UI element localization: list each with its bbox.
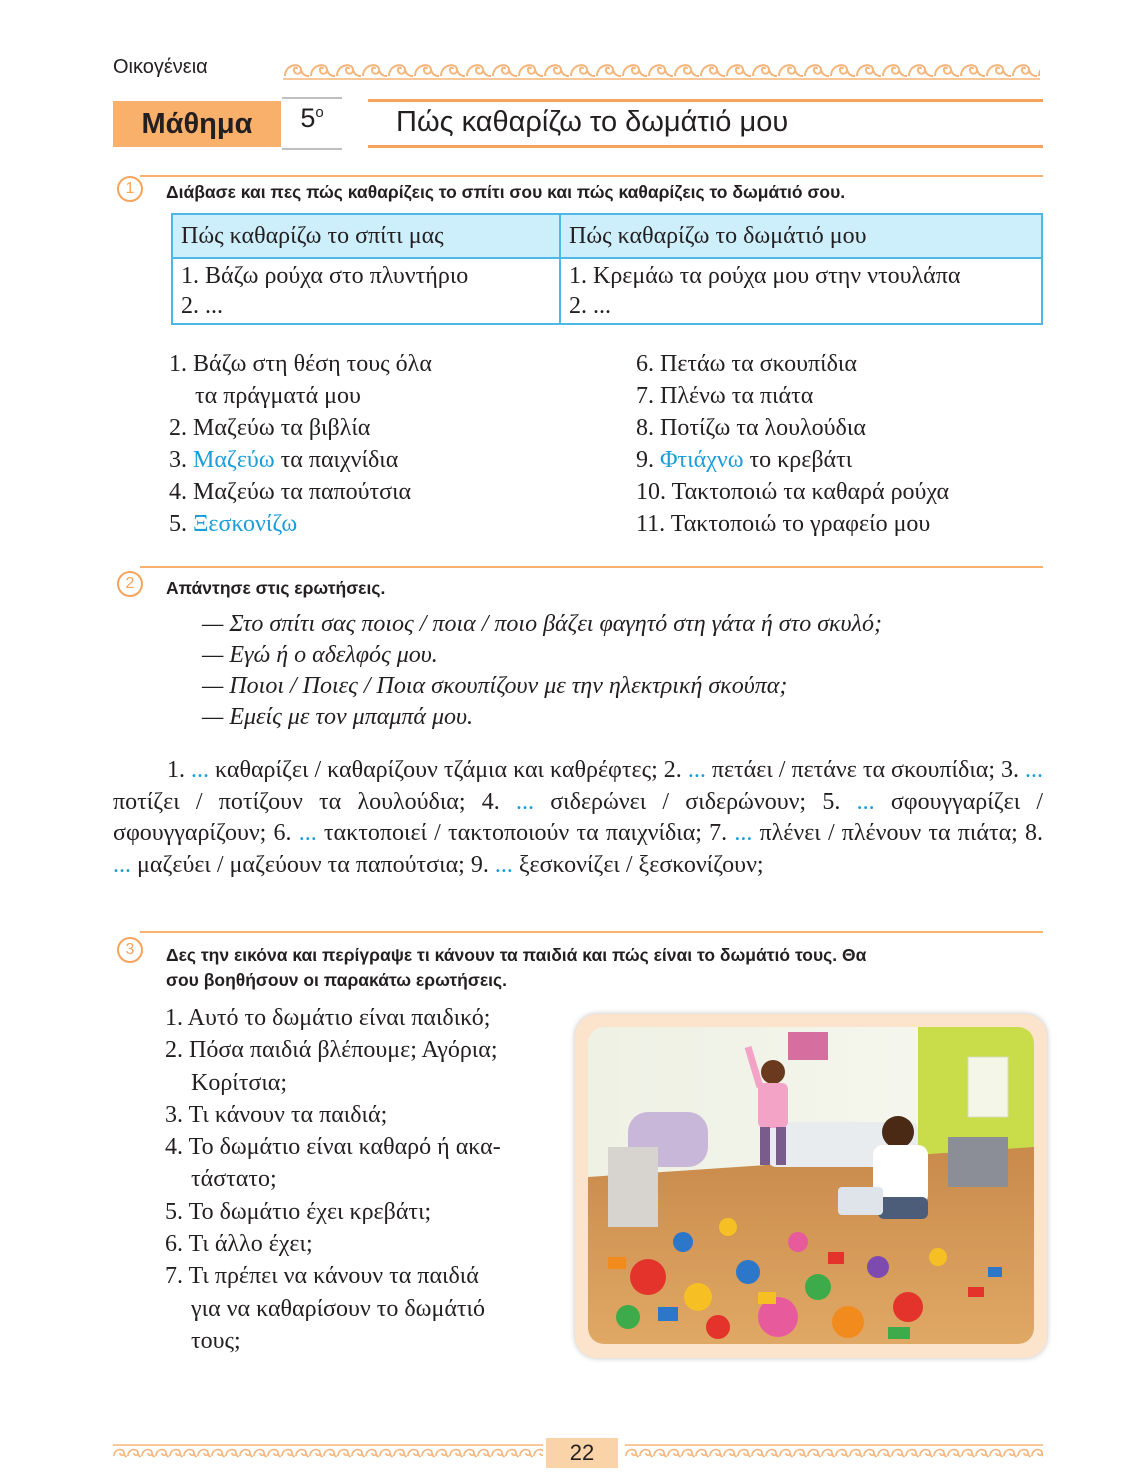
blank: ...: [191, 757, 210, 783]
lesson-title-rule-top: [368, 99, 1043, 102]
item-number: 4.: [169, 479, 187, 505]
footer-wave-border-left: [113, 1443, 543, 1461]
item-number: 8.: [1025, 820, 1044, 846]
item-number: 11.: [636, 511, 666, 537]
item-text: πετάει / πετάνε τα σκουπίδια;: [711, 757, 996, 783]
list-item: [636, 444, 949, 476]
question: 4. Το δωμάτιο είναι καθαρό ή ακα-: [165, 1134, 501, 1161]
item-text: ποτίζει / ποτίζουν τα λουλούδια;: [113, 788, 466, 815]
item-highlight: Φτιάχνω: [660, 447, 744, 473]
item-number: 7.: [636, 383, 654, 409]
instruction-line: Δες την εικόνα και περίγραψε τι κάνουν τα παιδιά και πώς είναι το δωμάτιό τους. Θα: [166, 945, 867, 965]
item-number: 7.: [709, 820, 728, 846]
item-text: Μαζεύω τα παπούτσια: [193, 479, 412, 505]
table-header-house: Πώς καθαρίζω το σπίτι μας: [172, 214, 560, 258]
question: 5. Το δωμάτιο έχει κρεβάτι;: [165, 1198, 432, 1225]
item-number: 3.: [169, 447, 187, 473]
question: 6. Τι άλλο έχει;: [165, 1231, 313, 1258]
lesson-number: [282, 103, 342, 134]
item-number: 9.: [636, 447, 654, 473]
item-text: Βάζω στη θέση τους όλα: [193, 351, 432, 377]
item-number: 2.: [663, 757, 682, 783]
item-text: Πετάω τα σκουπίδια: [660, 351, 857, 377]
item-number: 2.: [169, 415, 187, 441]
activity-list-right: [636, 348, 949, 540]
item-number: 5.: [169, 511, 187, 537]
item-number: 3.: [1001, 757, 1020, 783]
exercise-3-rule: [140, 931, 1043, 933]
cleaning-table: [171, 213, 1043, 325]
list-item: [169, 508, 432, 540]
item-number: 1.: [169, 351, 187, 377]
blank: ...: [494, 851, 513, 878]
blank: ...: [687, 757, 706, 783]
item: [482, 789, 806, 815]
question-list: [165, 1002, 501, 1357]
question-continuation: Κορίτσια;: [191, 1069, 288, 1096]
exercise-3-instruction: [166, 943, 1046, 993]
item-text: μαζεύει / μαζεύουν τα παπούτσια;: [137, 851, 465, 878]
blank: ...: [856, 788, 875, 815]
exercise-2-instruction: Απάντησε στις ερωτήσεις.: [166, 578, 386, 598]
blank: ...: [516, 788, 534, 815]
list-item: [636, 348, 949, 380]
table-cell-room: [560, 258, 1042, 324]
item-text: Μαζεύω τα βιβλία: [193, 415, 371, 441]
exercise-2-number: 2: [117, 571, 143, 597]
footer-wave-border-right: [625, 1443, 1043, 1461]
item-number: 1.: [167, 757, 185, 783]
lesson-title: Πώς καθαρίζω το δωμάτιό μου: [396, 106, 789, 138]
item-number: 10.: [636, 479, 666, 505]
item-number: 9.: [470, 851, 489, 878]
table-cell-line: 1. Κρεμάω τα ρούχα μου στην ντουλάπα: [569, 263, 961, 289]
page-number: 22: [569, 1440, 595, 1465]
item-text: Τακτοποιώ το γραφείο μου: [670, 511, 931, 537]
blank: ...: [734, 820, 753, 846]
question-continuation: τάστατο;: [191, 1166, 277, 1193]
item-text: το κρεβάτι: [749, 447, 853, 473]
list-item: [636, 412, 949, 444]
item-text: τακτοποιεί / τακτοποιούν τα παιχνίδια;: [323, 820, 702, 846]
table-cell-line: 2. ...: [181, 293, 223, 319]
question: 2. Πόσα παιδιά βλέπουμε; Αγόρια;: [165, 1037, 498, 1064]
table-cell-line: 2. ...: [569, 293, 611, 319]
item: [274, 820, 702, 846]
decorative-wave-border: [283, 58, 1040, 80]
list-item-continuation: τα πράγματά μου: [195, 383, 361, 409]
item: [664, 757, 995, 783]
table-header-room: Πώς καθαρίζω το δωμάτιό μου: [560, 214, 1042, 258]
blank: ...: [1025, 757, 1044, 783]
instruction-line: σου βοηθήσουν οι παρακάτω ερωτήσεις.: [166, 970, 507, 990]
list-item: [169, 348, 432, 380]
exercise-1-number: 1: [117, 176, 143, 202]
chapter-title: Οικογένεια: [113, 56, 208, 78]
item: [167, 757, 658, 783]
blank: ...: [298, 820, 317, 846]
item-text: πλένει / πλένουν τα πιάτα;: [759, 820, 1018, 846]
lesson-number-value: 5: [300, 103, 316, 133]
exercise-1-instruction: Διάβασε και πες πώς καθαρίζεις το σπίτι σου και πώς καθαρίζεις το δωμάτιό σου.: [166, 182, 846, 202]
list-item: [169, 444, 432, 476]
messy-room-photo: [588, 1027, 1034, 1344]
list-item: [636, 476, 949, 508]
activity-list-left: [169, 348, 432, 540]
item-text: τα παιχνίδια: [280, 447, 399, 473]
lesson-label: Μάθημα: [141, 108, 253, 140]
question-continuation: τους;: [191, 1327, 241, 1354]
item-number: 4.: [481, 788, 500, 815]
item-text: σφουγγαρίζει / σφουγγαρίζουν;: [113, 788, 1044, 846]
exercise-1-rule: [140, 175, 1043, 177]
item-number: 8.: [636, 415, 654, 441]
item-text: Πλένω τα πιάτα: [660, 383, 814, 409]
item-text: ξεσκονίζει / ξεσκονίζουν;: [518, 851, 764, 878]
item-number: 6.: [273, 820, 292, 846]
question: 7. Τι πρέπει να κάνουν τα παιδιά: [165, 1263, 479, 1290]
item-text: σιδερώνει / σιδερώνουν;: [550, 788, 807, 815]
list-item: [636, 508, 949, 540]
exercise-2-rule: [140, 566, 1043, 568]
lesson-number-suffix: ο: [315, 104, 324, 121]
item-highlight: Ξεσκονίζω: [193, 511, 298, 537]
exercise-2-paragraph: [113, 755, 1043, 881]
question: 1. Αυτό το δωμάτιο είναι παιδικό;: [165, 1005, 491, 1031]
item: [471, 852, 764, 878]
exercise-3-number: 3: [117, 937, 143, 963]
list-item: [169, 476, 432, 508]
dialogue-line: — Εμείς με τον μπαμπά μου.: [202, 704, 474, 730]
blank: ...: [113, 851, 131, 878]
item-text: καθαρίζει / καθαρίζουν τζάμια και καθρέφτες;: [215, 757, 658, 783]
item-text: Τακτοποιώ τα καθαρά ρούχα: [671, 479, 950, 505]
question-continuation: για να καθαρίσουν το δωμάτιό: [191, 1295, 485, 1322]
example-dialogue: [202, 609, 882, 733]
item-highlight: Μαζεύω: [193, 447, 275, 473]
item-number: 5.: [822, 788, 841, 815]
list-item: [169, 412, 432, 444]
item-text: Ποτίζω τα λουλούδια: [660, 415, 866, 441]
table-cell-house: [172, 258, 560, 324]
table-cell-line: 1. Βάζω ρούχα στο πλυντήριο: [181, 263, 469, 289]
dialogue-line: — Ποιοι / Ποιες / Ποια σκουπίζουν με την ηλεκτρική σκούπα;: [202, 673, 788, 699]
lesson-title-rule-bottom: [368, 145, 1043, 148]
dialogue-line: — Στο σπίτι σας ποιος / ποια / ποιο βάζει φαγητό στη γάτα ή στο σκυλό;: [202, 611, 882, 637]
item: [709, 820, 1018, 846]
item-number: 6.: [636, 351, 654, 377]
dialogue-line: — Εγώ ή ο αδελφός μου.: [202, 642, 438, 668]
question: 3. Τι κάνουν τα παιδιά;: [165, 1101, 388, 1128]
list-item: [636, 380, 949, 412]
